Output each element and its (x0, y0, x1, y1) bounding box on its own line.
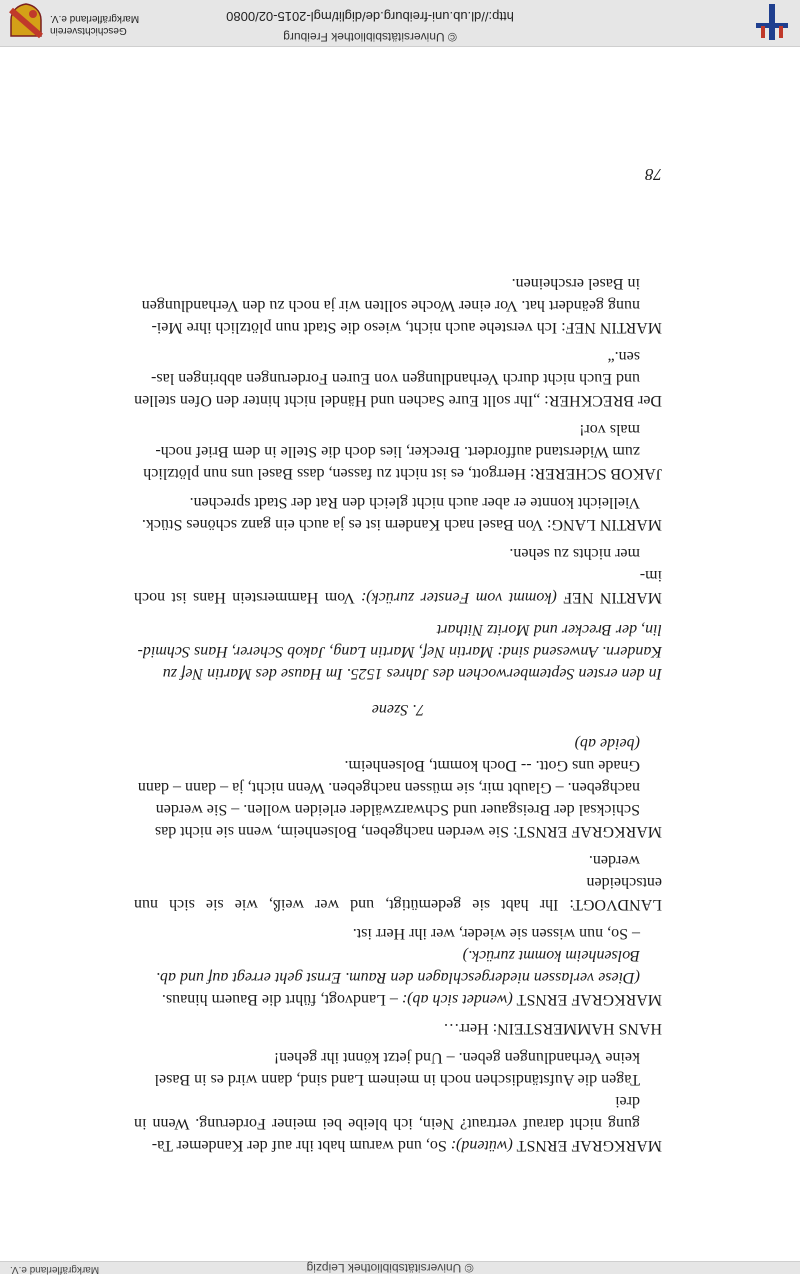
header-sliver (0, 1261, 800, 1274)
line: keine Verhandlungen geben. – Und jetzt könnt ihr gehen! (273, 1049, 640, 1066)
speaker: MARTIN LANG: (546, 516, 662, 533)
stage-direction: Bolsenheim kommt zurück.) (462, 947, 640, 964)
footer-copyright: © Universitätsbibliothek Freiburg (283, 30, 457, 44)
speaker: JAKOB SCHERER: (529, 465, 662, 482)
line: – Landvogt, führt die Bauern hinaus. (161, 991, 398, 1008)
line: werden. (588, 852, 640, 869)
speaker: HANS HAMMERSTEIN: (492, 1020, 662, 1037)
dialogue-paragraph (134, 272, 662, 338)
document-url-link[interactable]: http://dl.ub.uni-freiburg.de/diglit/mgl-2015-02/0080 (226, 9, 514, 24)
line: Tagen die Aufständischen noch in meinem Land sind, dann wird es in Basel (154, 1071, 640, 1088)
line: nung geändert hat. Vor einer Woche sollten wir ja noch zu den Verhandlungen (141, 297, 640, 314)
dialogue-paragraph (134, 732, 662, 842)
stage-direction: (beide ab) (574, 735, 640, 752)
line: Von Basel nach Kandern ist es ja auch ein ganz schönes Stück. (141, 516, 544, 533)
dialogue-paragraph (134, 542, 662, 608)
line: gung nicht darauf vertraut? Nein, ich bleibe bei meiner Forderung. Wenn in drei (134, 1093, 640, 1132)
sliver-copyright: © Universitätsbibliothek Leipzig (306, 1261, 474, 1275)
coat-of-arms-icon (7, 2, 45, 40)
line: mals vor! (579, 421, 640, 438)
line: sen.“ (607, 348, 640, 365)
line: Ihr habt sie gedemütigt, und wer weiß, wie sie sich nun entscheiden (133, 874, 662, 913)
line: Gnade uns Gott. -- Doch kommt, Bolsenheim. (344, 757, 640, 774)
line: in Basel erscheinen. (511, 275, 640, 292)
speaker: Der BRECKHER: (544, 392, 662, 409)
line: Ich verstehe auch nicht, wieso die Stadt nun plötzlich ihre Mei- (151, 319, 558, 336)
stage-direction: (wendet sich ab): (401, 991, 513, 1008)
stage-direction: (wütend): (450, 1137, 513, 1154)
line: In den ersten Septemberwochen des Jahres 1525. Im Hause des Martin Nef zu (162, 665, 662, 682)
line: nachgeben. – Glaubt mir, sie müssen nachgeben. Wenn nicht, ja – dann – dann (137, 779, 640, 796)
line: lin, der Brecker und Moritz Nithart (436, 621, 662, 638)
dialogue-paragraph (134, 922, 662, 1010)
scene-description (134, 618, 662, 684)
dialogue-paragraph (134, 1046, 662, 1156)
speaker: MARKGRAF ERNST: (512, 823, 662, 840)
university-logo-icon (752, 2, 792, 42)
page-number: 78 (645, 165, 662, 184)
speaker: MARKGRAF ERNST (516, 1137, 662, 1154)
dialogue-paragraph (134, 418, 662, 484)
line: Kandern. Anwesend sind: Martin Nef, Martin Lang, Jakob Scherer, Hans Schmid- (137, 643, 662, 660)
library-footer (0, 0, 800, 47)
line: „Ihr sollt Eure Sachen und Händel nicht hinter den Ofen stellen (134, 392, 541, 409)
speaker: MARKGRAF ERNST (516, 991, 662, 1008)
line: Sie werden nachgeben, Bolsenheim, wenn sie nicht das (154, 823, 509, 840)
dialogue-paragraph (134, 491, 662, 535)
sliver-society: Markgräflerland e.V. (10, 1264, 100, 1275)
society-name: Geschichtsverein Markgräflerland e.V. (50, 13, 140, 36)
line: Herr… (443, 1020, 489, 1037)
line: mer nichts zu sehen. (509, 545, 640, 562)
line: – So, nun wissen sie wieder, wer ihr Herr ist. (352, 925, 640, 942)
line: Vom Hammerstein Hans ist noch im- (133, 567, 662, 606)
scene-title: 7. Szene (371, 701, 425, 718)
document-text (134, 265, 662, 1156)
dialogue-paragraph (134, 849, 662, 915)
line: So, und warum habt ihr auf der Kandemer Ta- (151, 1137, 447, 1154)
speaker: MARTIN NEF: (561, 319, 662, 336)
line: Herrgott, es ist nicht zu fassen, dass Basel uns nun plötzlich (143, 465, 526, 482)
stage-direction: (Diese verlassen niedergeschlagen den Raum. Ernst geht erregt auf und ab. (155, 969, 640, 986)
speaker: LANDVOGT: (569, 896, 662, 913)
line: zum Widerstand auffordert. Brecker, lies doch die Stelle in dem Brief noch- (155, 443, 640, 460)
dialogue-paragraph (134, 1017, 662, 1039)
dialogue-paragraph (134, 345, 662, 411)
line: und Euch nicht durch Verhandlungen von Euren Forderungen abbringen las- (151, 370, 640, 387)
stage-direction: (kommt vom Fenster zurück): (360, 589, 557, 606)
speaker: MARTIN NEF (563, 589, 662, 606)
line: Vielleicht konnte er aber auch nicht gleich den Rat der Stadt sprechen. (189, 494, 640, 511)
line: Schicksal der Breisgauer und Schwarzwälder erleiden wollen. – Sie werden (155, 801, 640, 818)
